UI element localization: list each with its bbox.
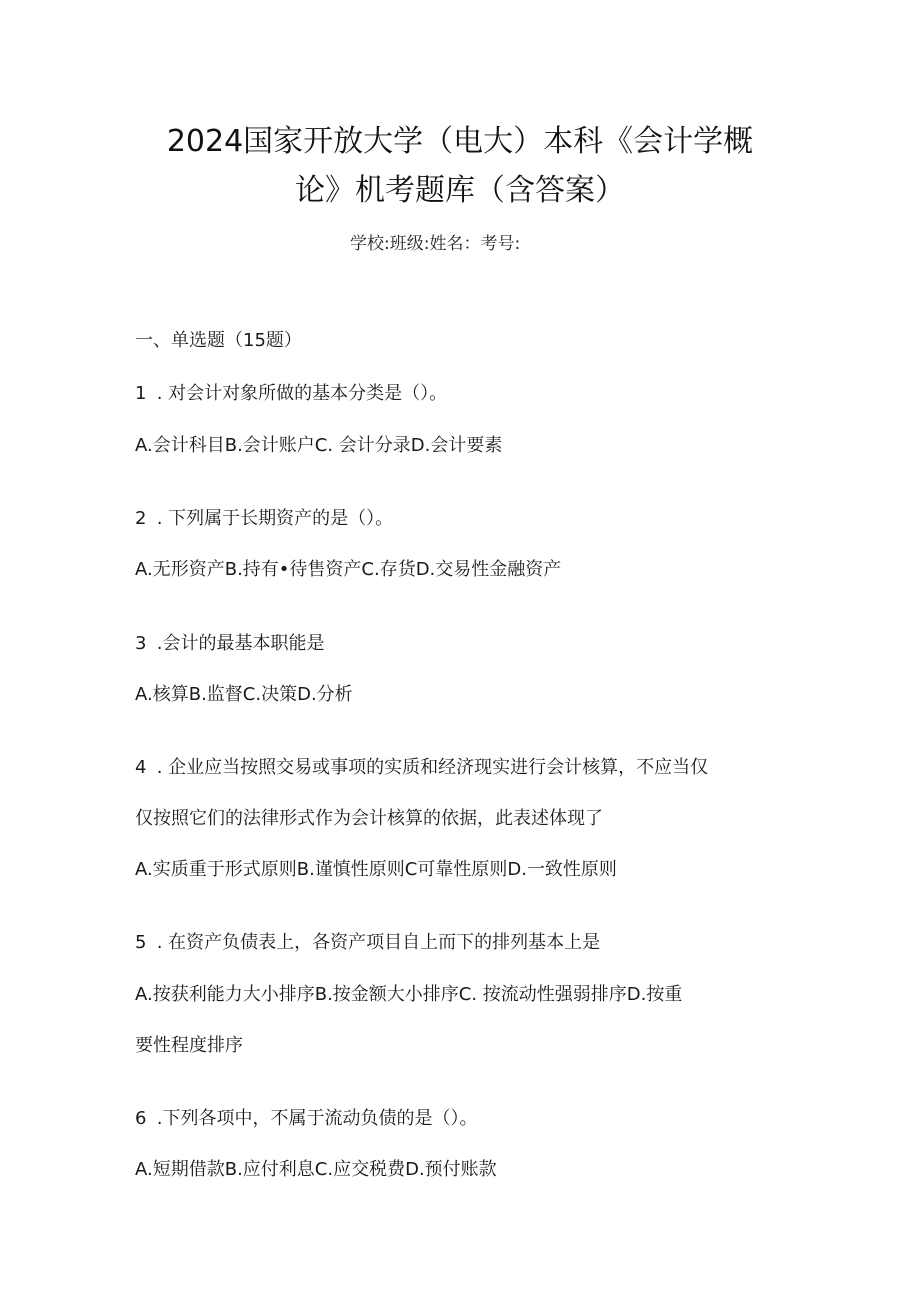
question-number: 5 [135,932,147,953]
question-stem-text: .会计的最基本职能是 [151,633,325,654]
question-3-stem [135,631,324,657]
question-stem-text: . 在资产负债表上，各资产项目自上而下的排列基本上是 [151,932,601,953]
question-2-options[interactable]: A.无形资产B.持有•待售资产C.存货D.交易性金融资产 [135,559,562,580]
question-4-stem-line-1 [135,755,708,781]
question-number: 2 [135,508,147,529]
document-title-line-2: 论》机考题库（含答案） [295,173,625,208]
question-5-options-line-1[interactable]: A.按获利能力大小排序B.按金额大小排序C. 按流动性强弱排序D.按重 [135,984,683,1005]
question-5-stem [135,930,600,956]
document-title-line-1: 2024国家开放大学（电大）本科《会计学概 [166,124,754,159]
question-number: 1 [135,383,147,404]
section-heading: 一、单选题（15题） [135,330,302,351]
question-1-options[interactable]: A.会计科目B.会计账户C. 会计分录D.会计要素 [135,435,503,456]
question-3-options[interactable]: A.核算B.监督C.决策D.分析 [135,684,353,705]
question-stem-text: . 企业应当按照交易或事项的实质和经济现实进行会计核算，不应当仅 [151,757,709,778]
question-5-options-line-2[interactable]: 要性程度排序 [135,1035,243,1056]
question-2-stem [135,506,393,532]
question-stem-text: . 下列属于长期资产的是（）。 [151,508,394,529]
question-6-options[interactable]: A.短期借款B.应付利息C.应交税费D.预付账款 [135,1159,497,1180]
question-number: 3 [135,633,147,654]
question-4-stem-line-2: 仅按照它们的法律形式作为会计核算的依据，此表述体现了 [135,808,603,829]
question-number: 6 [135,1108,147,1129]
question-4-options[interactable]: A.实质重于形式原则B.谨慎性原则C可靠性原则D.一致性原则 [135,859,617,880]
student-info-line: 学校:班级:姓名：考号: [350,234,521,254]
question-1-stem [135,381,447,407]
question-stem-text: .下列各项中，不属于流动负债的是（）。 [151,1108,478,1129]
question-number: 4 [135,757,147,778]
question-stem-text: . 对会计对象所做的基本分类是（）。 [151,383,448,404]
question-6-stem [135,1106,477,1132]
